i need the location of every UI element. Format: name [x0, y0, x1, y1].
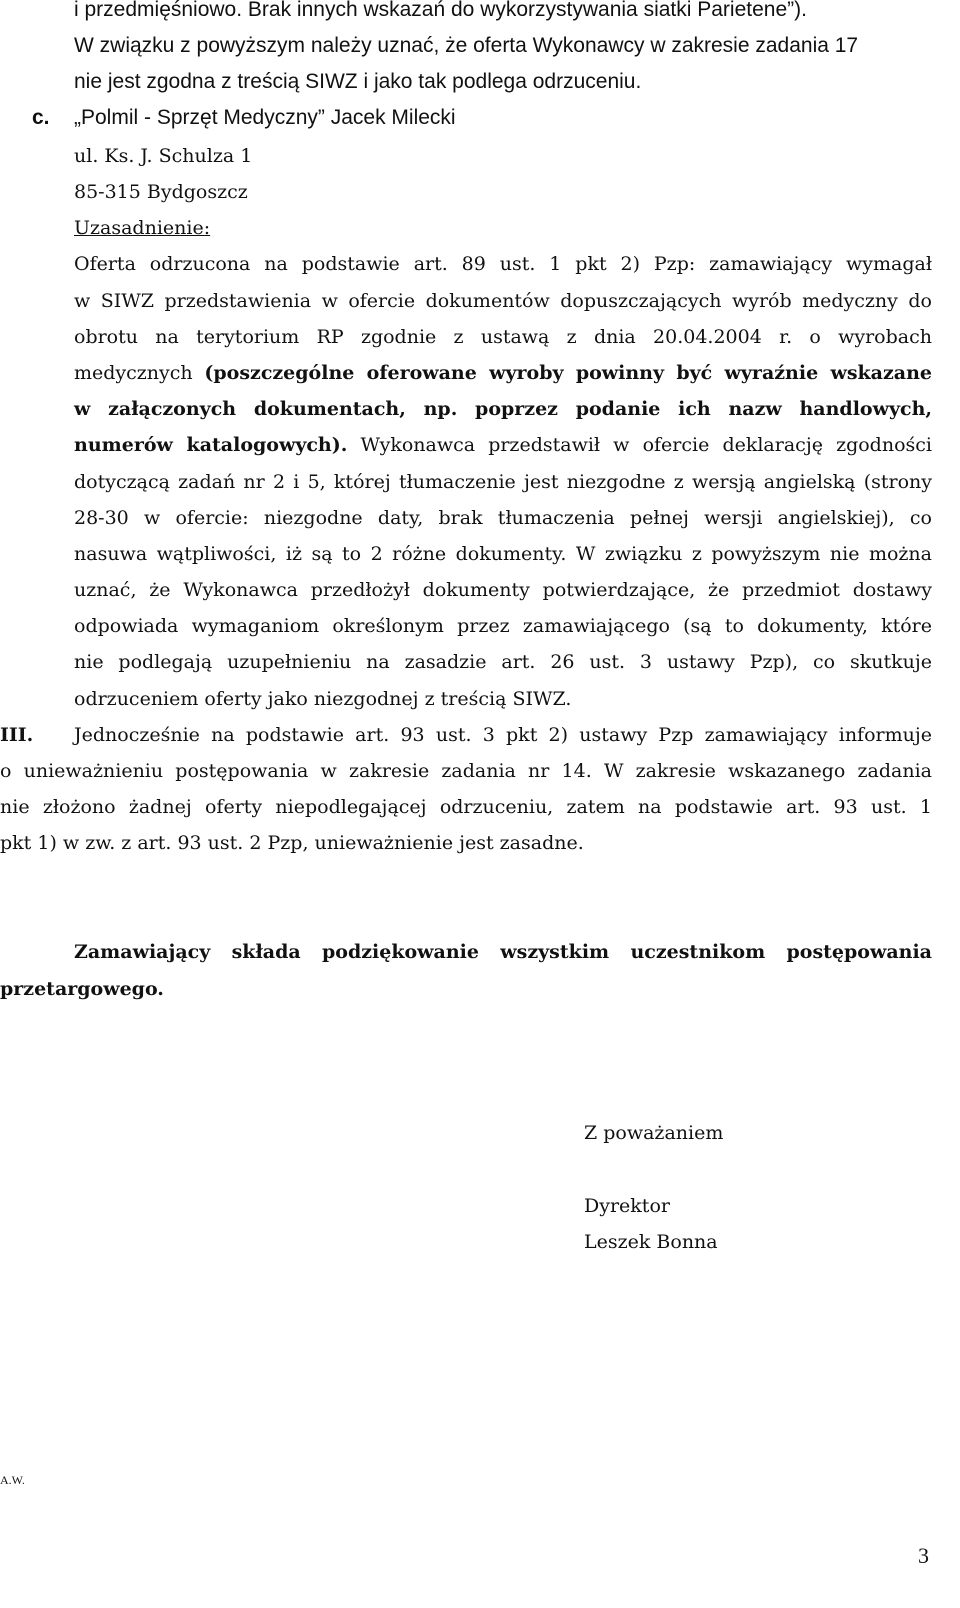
justification-line-3: obrotu na terytorium RP zgodnie z ustawą z dnia 20.04.2004 r. o wyrobach	[74, 326, 932, 348]
justification-line-4-bold: (poszczególne oferowane wyroby powinny być wyraźnie wskazane	[204, 362, 932, 384]
carry-line-2: W związku z powyższym należy uznać, że oferta Wykonawcy w zakresie zadania 17	[74, 34, 859, 57]
section-3-line-3: nie złożono żadnej oferty niepodlegającej odrzuceniu, zatem na podstawie art. 93 ust. 1	[0, 796, 932, 818]
thanks-line-1: Zamawiający składa podziękowanie wszystkim uczestnikom postępowania	[74, 941, 932, 963]
justification-line-10: uznać, że Wykonawca przedłożył dokumenty potwierdzające, że przedmiot dostawy	[74, 579, 932, 601]
carry-line-1: i przedmięśniowo. Brak innych wskazań do wykorzystywania siatki Parietene”).	[74, 0, 807, 21]
justification-line-6-regular: Wykonawca przedstawił w ofercie deklarację zgodności	[347, 434, 932, 456]
signature-closing: Z poważaniem	[584, 1122, 724, 1144]
contractor-name: „Polmil - Sprzęt Medyczny” Jacek Milecki	[74, 106, 456, 129]
carry-line-3: nie jest zgodna z treścią SIWZ i jako tak podlega odrzuceniu.	[74, 70, 642, 93]
justification-line-4	[74, 361, 932, 385]
signature-role: Dyrektor	[584, 1195, 670, 1217]
justification-line-9: nasuwa wątpliwości, iż są to 2 różne dokumenty. W związku z powyższym nie można	[74, 543, 932, 565]
contractor-city: 85-315 Bydgoszcz	[74, 181, 248, 203]
section-3-line-2: o unieważnieniu postępowania w zakresie zadania nr 14. W zakresie wskazanego zadania	[0, 760, 932, 782]
section-3-line-4: pkt 1) w zw. z art. 93 ust. 2 Pzp, unieważnienie jest zasadne.	[0, 832, 584, 854]
justification-line-2: w SIWZ przedstawienia w ofercie dokumentów dopuszczających wyrób medyczny do	[74, 290, 932, 312]
justification-line-5: w załączonych dokumentach, np. poprzez podanie ich nazw handlowych,	[74, 398, 932, 420]
author-initials: A.W.	[0, 1473, 25, 1487]
justification-line-6-bold: numerów katalogowych).	[74, 434, 348, 456]
thanks-line-2: przetargowego.	[0, 978, 164, 1000]
justification-line-6	[74, 433, 932, 457]
justification-line-7: dotyczącą zadań nr 2 i 5, której tłumaczenie jest niezgodne z wersją angielską (strony	[74, 471, 932, 493]
section-3-line-1: Jednocześnie na podstawie art. 93 ust. 3 pkt 2) ustawy Pzp zamawiający informuje	[74, 724, 932, 746]
justification-line-8: 28-30 w ofercie: niezgodne daty, brak tłumaczenia pełnej wersji angielskiej), co	[74, 507, 932, 529]
justification-heading: Uzasadnienie:	[74, 217, 211, 239]
contractor-street: ul. Ks. J. Schulza 1	[74, 145, 253, 167]
justification-line-12: nie podlegają uzupełnieniu na zasadzie art. 26 ust. 3 ustawy Pzp), co skutkuje	[74, 651, 932, 673]
section-3-marker: III.	[0, 724, 34, 746]
justification-line-13: odrzuceniem oferty jako niezgodnej z treścią SIWZ.	[74, 688, 572, 710]
item-c-marker: c.	[32, 106, 50, 129]
justification-line-4-regular: medycznych	[74, 362, 205, 384]
signature-name: Leszek Bonna	[584, 1231, 718, 1253]
justification-line-11: odpowiada wymaganiom określonym przez zamawiającego (są to dokumenty, które	[74, 615, 932, 637]
page-number: 3	[918, 1543, 929, 1568]
justification-line-1: Oferta odrzucona na podstawie art. 89 ust. 1 pkt 2) Pzp: zamawiający wymagał	[74, 253, 932, 275]
